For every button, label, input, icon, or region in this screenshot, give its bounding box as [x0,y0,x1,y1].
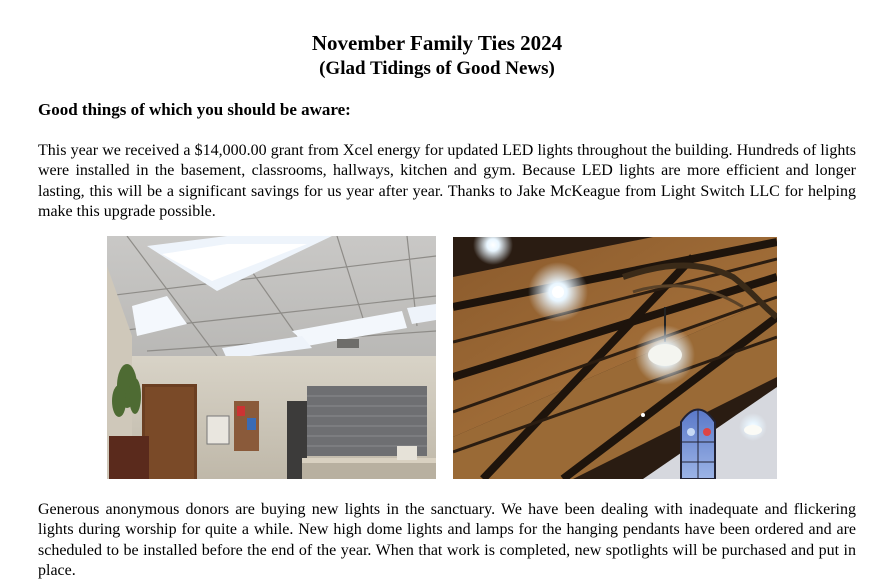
photo-office-led-ceiling [107,236,436,479]
paragraph-sanctuary-lights: Generous anonymous donors are buying new lights in the sanctuary. We have been dealing with inadequate and flickering lights during worship for quite a while. New high dome lights and lamps for the hanging pendants have been ordered and are scheduled to be installed before the end of the year. When that work is completed, new spotlights will be purchased and put in place. [38,501,856,579]
photo-sanctuary-ceiling [453,237,777,479]
section-heading: Good things of which you should be aware: [38,100,351,119]
newsletter-title: November Family Ties 2024 [311,31,563,55]
paragraph-led-grant: This year we received a $14,000.00 grant from Xcel energy for updated LED lights throughout the building. Hundreds of lights were installed in the basement, classrooms, hallways, kitchen and gym. Because LED lights are more efficient and longer lasting, this will be a significant savings for us year after year. Thanks to Jake McKeague from Light Switch LLC for helping make this upgrade possible. [38,142,856,220]
newsletter-subtitle: (Glad Tidings of Good News) [319,58,555,79]
